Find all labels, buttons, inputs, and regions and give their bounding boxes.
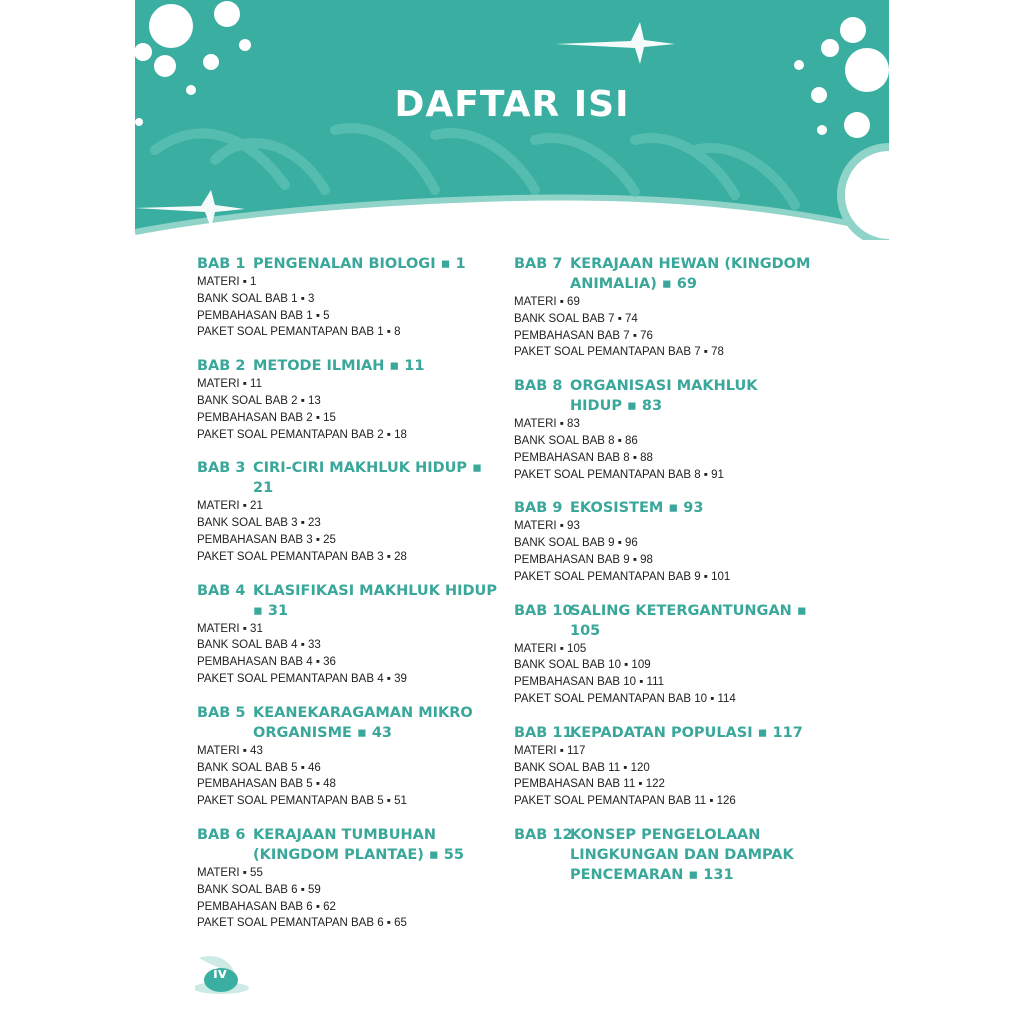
- chapter-title: CIRI-CIRI MAKHLUK HIDUP ▪ 21: [253, 460, 482, 497]
- toc-entry[interactable]: PEMBAHASAN BAB 7 ▪ 76: [514, 329, 653, 342]
- toc-section: [514, 601, 814, 708]
- toc-section: [514, 723, 814, 810]
- toc-entry[interactable]: MATERI ▪ 21: [197, 500, 263, 513]
- toc-section: [197, 356, 497, 443]
- toc-entry[interactable]: MATERI ▪ 83: [514, 418, 580, 431]
- toc-entry[interactable]: PAKET SOAL PEMANTAPAN BAB 10 ▪ 114: [514, 692, 736, 705]
- chapter-title: EKOSISTEM ▪ 93: [570, 500, 704, 517]
- toc-entry[interactable]: PEMBAHASAN BAB 6 ▪ 62: [197, 900, 336, 913]
- toc-entry[interactable]: PEMBAHASAN BAB 10 ▪ 111: [514, 676, 665, 689]
- toc-entry[interactable]: MATERI ▪ 31: [197, 622, 263, 635]
- toc-entry[interactable]: BANK SOAL BAB 9 ▪ 96: [514, 537, 638, 550]
- toc-column-left: [197, 254, 497, 947]
- chapter-title: KERAJAAN HEWAN (KINGDOM ANIMALIA) ▪ 69: [570, 256, 811, 292]
- chapter-title: METODE ILMIAH ▪ 11: [253, 358, 425, 375]
- chapter-number: BAB 11: [514, 724, 573, 741]
- chapter-number: BAB 4: [197, 582, 246, 599]
- toc-entry[interactable]: PAKET SOAL PEMANTAPAN BAB 6 ▪ 65: [197, 917, 407, 930]
- toc-entry[interactable]: BANK SOAL BAB 10 ▪ 109: [514, 659, 651, 672]
- toc-entry[interactable]: PAKET SOAL PEMANTAPAN BAB 4 ▪ 39: [197, 672, 407, 685]
- toc-entry[interactable]: BANK SOAL BAB 4 ▪ 33: [197, 639, 321, 652]
- toc-entry[interactable]: BANK SOAL BAB 3 ▪ 23: [197, 517, 321, 530]
- toc-entry[interactable]: PEMBAHASAN BAB 1 ▪ 5: [197, 309, 330, 322]
- chapter-title: PENGENALAN BIOLOGI ▪ 1: [253, 256, 466, 272]
- toc-section: [514, 498, 814, 585]
- toc-entry[interactable]: MATERI ▪ 43: [197, 744, 263, 757]
- chapter-title: KERAJAAN TUMBUHAN (KINGDOM PLANTAE) ▪ 55: [253, 826, 464, 863]
- toc-entry[interactable]: PAKET SOAL PEMANTAPAN BAB 1 ▪ 8: [197, 326, 401, 339]
- chapter-heading[interactable]: [197, 825, 497, 865]
- toc-entry[interactable]: BANK SOAL BAB 8 ▪ 86: [514, 434, 638, 447]
- toc-entry[interactable]: PAKET SOAL PEMANTAPAN BAB 11 ▪ 126: [514, 795, 736, 808]
- chapter-heading[interactable]: [197, 581, 497, 621]
- toc-section: [514, 254, 814, 361]
- toc-section: [197, 581, 497, 688]
- toc-entry[interactable]: PEMBAHASAN BAB 11 ▪ 122: [514, 778, 665, 791]
- toc-section: [197, 825, 497, 932]
- toc-entry[interactable]: PAKET SOAL PEMANTAPAN BAB 8 ▪ 91: [514, 468, 724, 481]
- chapter-number: BAB 3: [197, 460, 246, 477]
- chapter-heading[interactable]: [514, 825, 814, 885]
- chapter-number: BAB 8: [514, 378, 563, 395]
- toc-section: [514, 376, 814, 483]
- toc-entry[interactable]: BANK SOAL BAB 7 ▪ 74: [514, 312, 638, 325]
- chapter-number: BAB 2: [197, 358, 246, 375]
- book-page: [135, 0, 889, 1024]
- chapter-heading[interactable]: [197, 703, 497, 743]
- toc-entry[interactable]: PEMBAHASAN BAB 3 ▪ 25: [197, 533, 336, 546]
- chapter-title: ORGANISASI MAKHLUK HIDUP ▪ 83: [570, 378, 758, 415]
- toc-section: [197, 254, 497, 341]
- chapter-heading[interactable]: [514, 723, 814, 743]
- chapter-title: SALING KETERGANTUNGAN ▪ 105: [570, 602, 807, 639]
- chapter-number: BAB 1: [197, 256, 246, 272]
- chapter-number: BAB 6: [197, 826, 246, 843]
- chapter-heading[interactable]: [514, 601, 814, 641]
- toc-entry[interactable]: BANK SOAL BAB 5 ▪ 46: [197, 761, 321, 774]
- toc-entry[interactable]: PEMBAHASAN BAB 2 ▪ 15: [197, 411, 336, 424]
- chapter-number: BAB 9: [514, 500, 563, 517]
- toc-entry[interactable]: PEMBAHASAN BAB 8 ▪ 88: [514, 451, 653, 464]
- toc-entry[interactable]: PAKET SOAL PEMANTAPAN BAB 2 ▪ 18: [197, 428, 407, 441]
- toc-entry[interactable]: MATERI ▪ 11: [197, 378, 262, 391]
- toc-section: [197, 458, 497, 565]
- toc-entry[interactable]: PAKET SOAL PEMANTAPAN BAB 3 ▪ 28: [197, 550, 407, 563]
- chapter-title: KEPADATAN POPULASI ▪ 117: [570, 724, 803, 741]
- chapter-heading[interactable]: [514, 376, 814, 416]
- header-banner: [135, 0, 889, 240]
- toc-entry[interactable]: BANK SOAL BAB 1 ▪ 3: [197, 292, 315, 305]
- chapter-title: KONSEP PENGELOLAAN LINGKUNGAN DAN DAMPAK PENCEMARAN ▪ 131: [570, 826, 794, 883]
- toc-entry[interactable]: MATERI ▪ 1: [197, 276, 257, 288]
- chapter-title: KEANEKARAGAMAN MIKRO ORGANISME ▪ 43: [253, 704, 473, 741]
- toc-entry[interactable]: PEMBAHASAN BAB 9 ▪ 98: [514, 553, 653, 566]
- chapter-number: BAB 5: [197, 704, 246, 721]
- toc-entry[interactable]: MATERI ▪ 117: [514, 744, 586, 757]
- toc-entry[interactable]: MATERI ▪ 69: [514, 296, 580, 308]
- toc-entry[interactable]: MATERI ▪ 93: [514, 520, 580, 533]
- toc-entry[interactable]: PAKET SOAL PEMANTAPAN BAB 7 ▪ 78: [514, 346, 724, 359]
- toc-entry[interactable]: PAKET SOAL PEMANTAPAN BAB 9 ▪ 101: [514, 570, 731, 583]
- toc-entry[interactable]: PAKET SOAL PEMANTAPAN BAB 5 ▪ 51: [197, 795, 407, 808]
- chapter-heading[interactable]: [514, 254, 814, 294]
- page-number: iv: [213, 966, 227, 982]
- toc-section: [514, 825, 814, 885]
- chapter-heading[interactable]: [197, 356, 497, 376]
- toc-entry[interactable]: MATERI ▪ 55: [197, 866, 263, 879]
- toc-column-right: [514, 254, 814, 900]
- toc-entry[interactable]: MATERI ▪ 105: [514, 642, 587, 655]
- chapter-heading[interactable]: [514, 498, 814, 518]
- toc-entry[interactable]: BANK SOAL BAB 6 ▪ 59: [197, 883, 321, 896]
- chapter-heading[interactable]: [197, 458, 497, 498]
- chapter-number: BAB 7: [514, 256, 563, 272]
- toc-entry[interactable]: BANK SOAL BAB 2 ▪ 13: [197, 394, 321, 407]
- toc-entry[interactable]: BANK SOAL BAB 11 ▪ 120: [514, 761, 650, 774]
- toc-entry[interactable]: PEMBAHASAN BAB 4 ▪ 36: [197, 656, 336, 669]
- chapter-title: KLASIFIKASI MAKHLUK HIDUP ▪ 31: [253, 582, 497, 619]
- toc-section: [197, 703, 497, 810]
- toc-entry[interactable]: PEMBAHASAN BAB 5 ▪ 48: [197, 778, 336, 791]
- chapter-number: BAB 10: [514, 602, 573, 619]
- chapter-number: BAB 12: [514, 826, 573, 843]
- chapter-heading[interactable]: [197, 254, 497, 274]
- page-title: DAFTAR ISI: [394, 84, 630, 125]
